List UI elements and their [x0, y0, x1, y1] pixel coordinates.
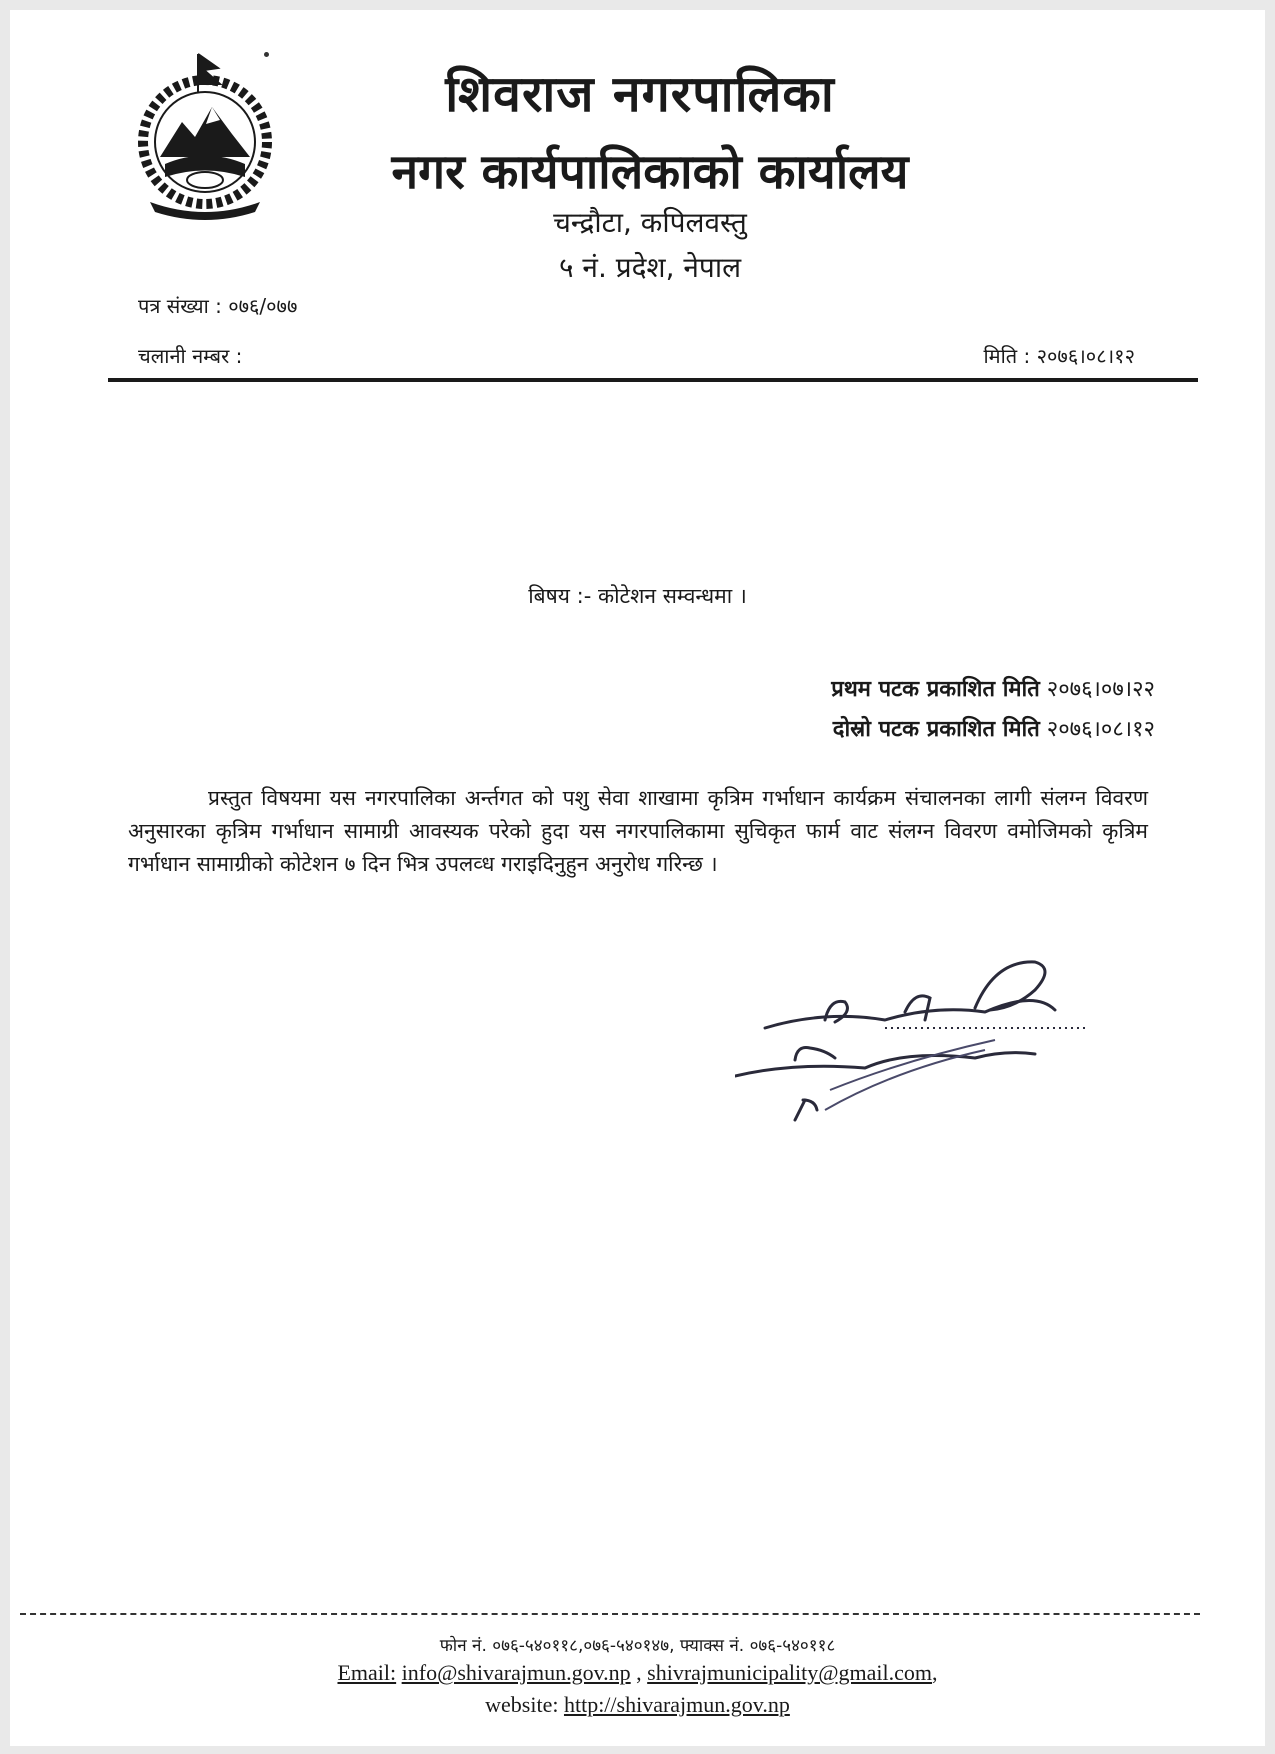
email-link-gmail[interactable]: shivrajmunicipality@gmail.com: [647, 1660, 932, 1685]
letter-body: प्रस्तुत विषयमा यस नगरपालिका अर्न्तगत को पशु सेवा शाखामा कृत्रिम गर्भाधान कार्यक्रम संचालनका लागी संलग्न विवरण अनुसारका कृत्रिम गर्भाधान सामाग्री आवस्यक परेको हुदा यस नगरपालिकामा सुचिकृत फार्म वाट संलग्न विवरण वमोजिमको कृत्रिम गर्भाधान सामाग्रीको कोटेशन ७ दिन भित्र उपलव्ध गराइदिनुहुन अनुरोध गरिन्छ ।: [128, 786, 1148, 876]
second-publication: [833, 713, 1155, 743]
signature-stamp-icon: [735, 950, 1115, 1150]
government-emblem-icon: [120, 52, 290, 222]
email-link-info[interactable]: info@shivarajmun.gov.np: [401, 1660, 631, 1685]
office-name: नगर कार्यपालिकाको कार्यालय: [391, 144, 909, 200]
dispatch-number: चलानी नम्बर :: [138, 344, 243, 368]
header-divider: [108, 378, 1198, 382]
address-line-2: ५ नं. प्रदेश, नेपाल: [558, 251, 742, 284]
first-publication-date: २०७६।०७।२२: [1046, 677, 1155, 702]
first-publication: [831, 673, 1155, 703]
letter-subject: बिषय :- कोटेशन सम्वन्धमा ।: [528, 584, 747, 608]
footer-phone: फोन नं. ०७६-५४०११८,०७६-५४०१४७, फ्याक्स नं. ०७६-५४०११८: [439, 1636, 836, 1656]
municipality-name: शिवराज नगरपालिका: [445, 65, 835, 123]
letter-number: पत्र संख्या : ०७६/०७७: [138, 294, 298, 318]
second-publication-date: २०७६।०८।१२: [1046, 717, 1155, 742]
website-link[interactable]: http://shivarajmun.gov.np: [563, 1692, 790, 1717]
footer-website: [0, 1692, 1275, 1718]
first-publication-label: प्रथम पटक प्रकाशित मिति: [831, 677, 1040, 702]
scan-speck: [264, 52, 269, 57]
second-publication-label: दोस्रो पटक प्रकाशित मिति: [832, 717, 1040, 742]
footer-divider: [20, 1613, 1200, 1615]
website-label: website:: [485, 1692, 559, 1717]
email-label: Email:: [337, 1660, 397, 1685]
letter-date: मिति : २०७६।०८।१२: [983, 344, 1135, 368]
footer-email: Email: info@shivarajmun.gov.np , shivrajmunicipality@gmail.com,: [337, 1660, 938, 1685]
address-line-1: चन्द्रौटा, कपिलवस्तु: [553, 206, 747, 239]
